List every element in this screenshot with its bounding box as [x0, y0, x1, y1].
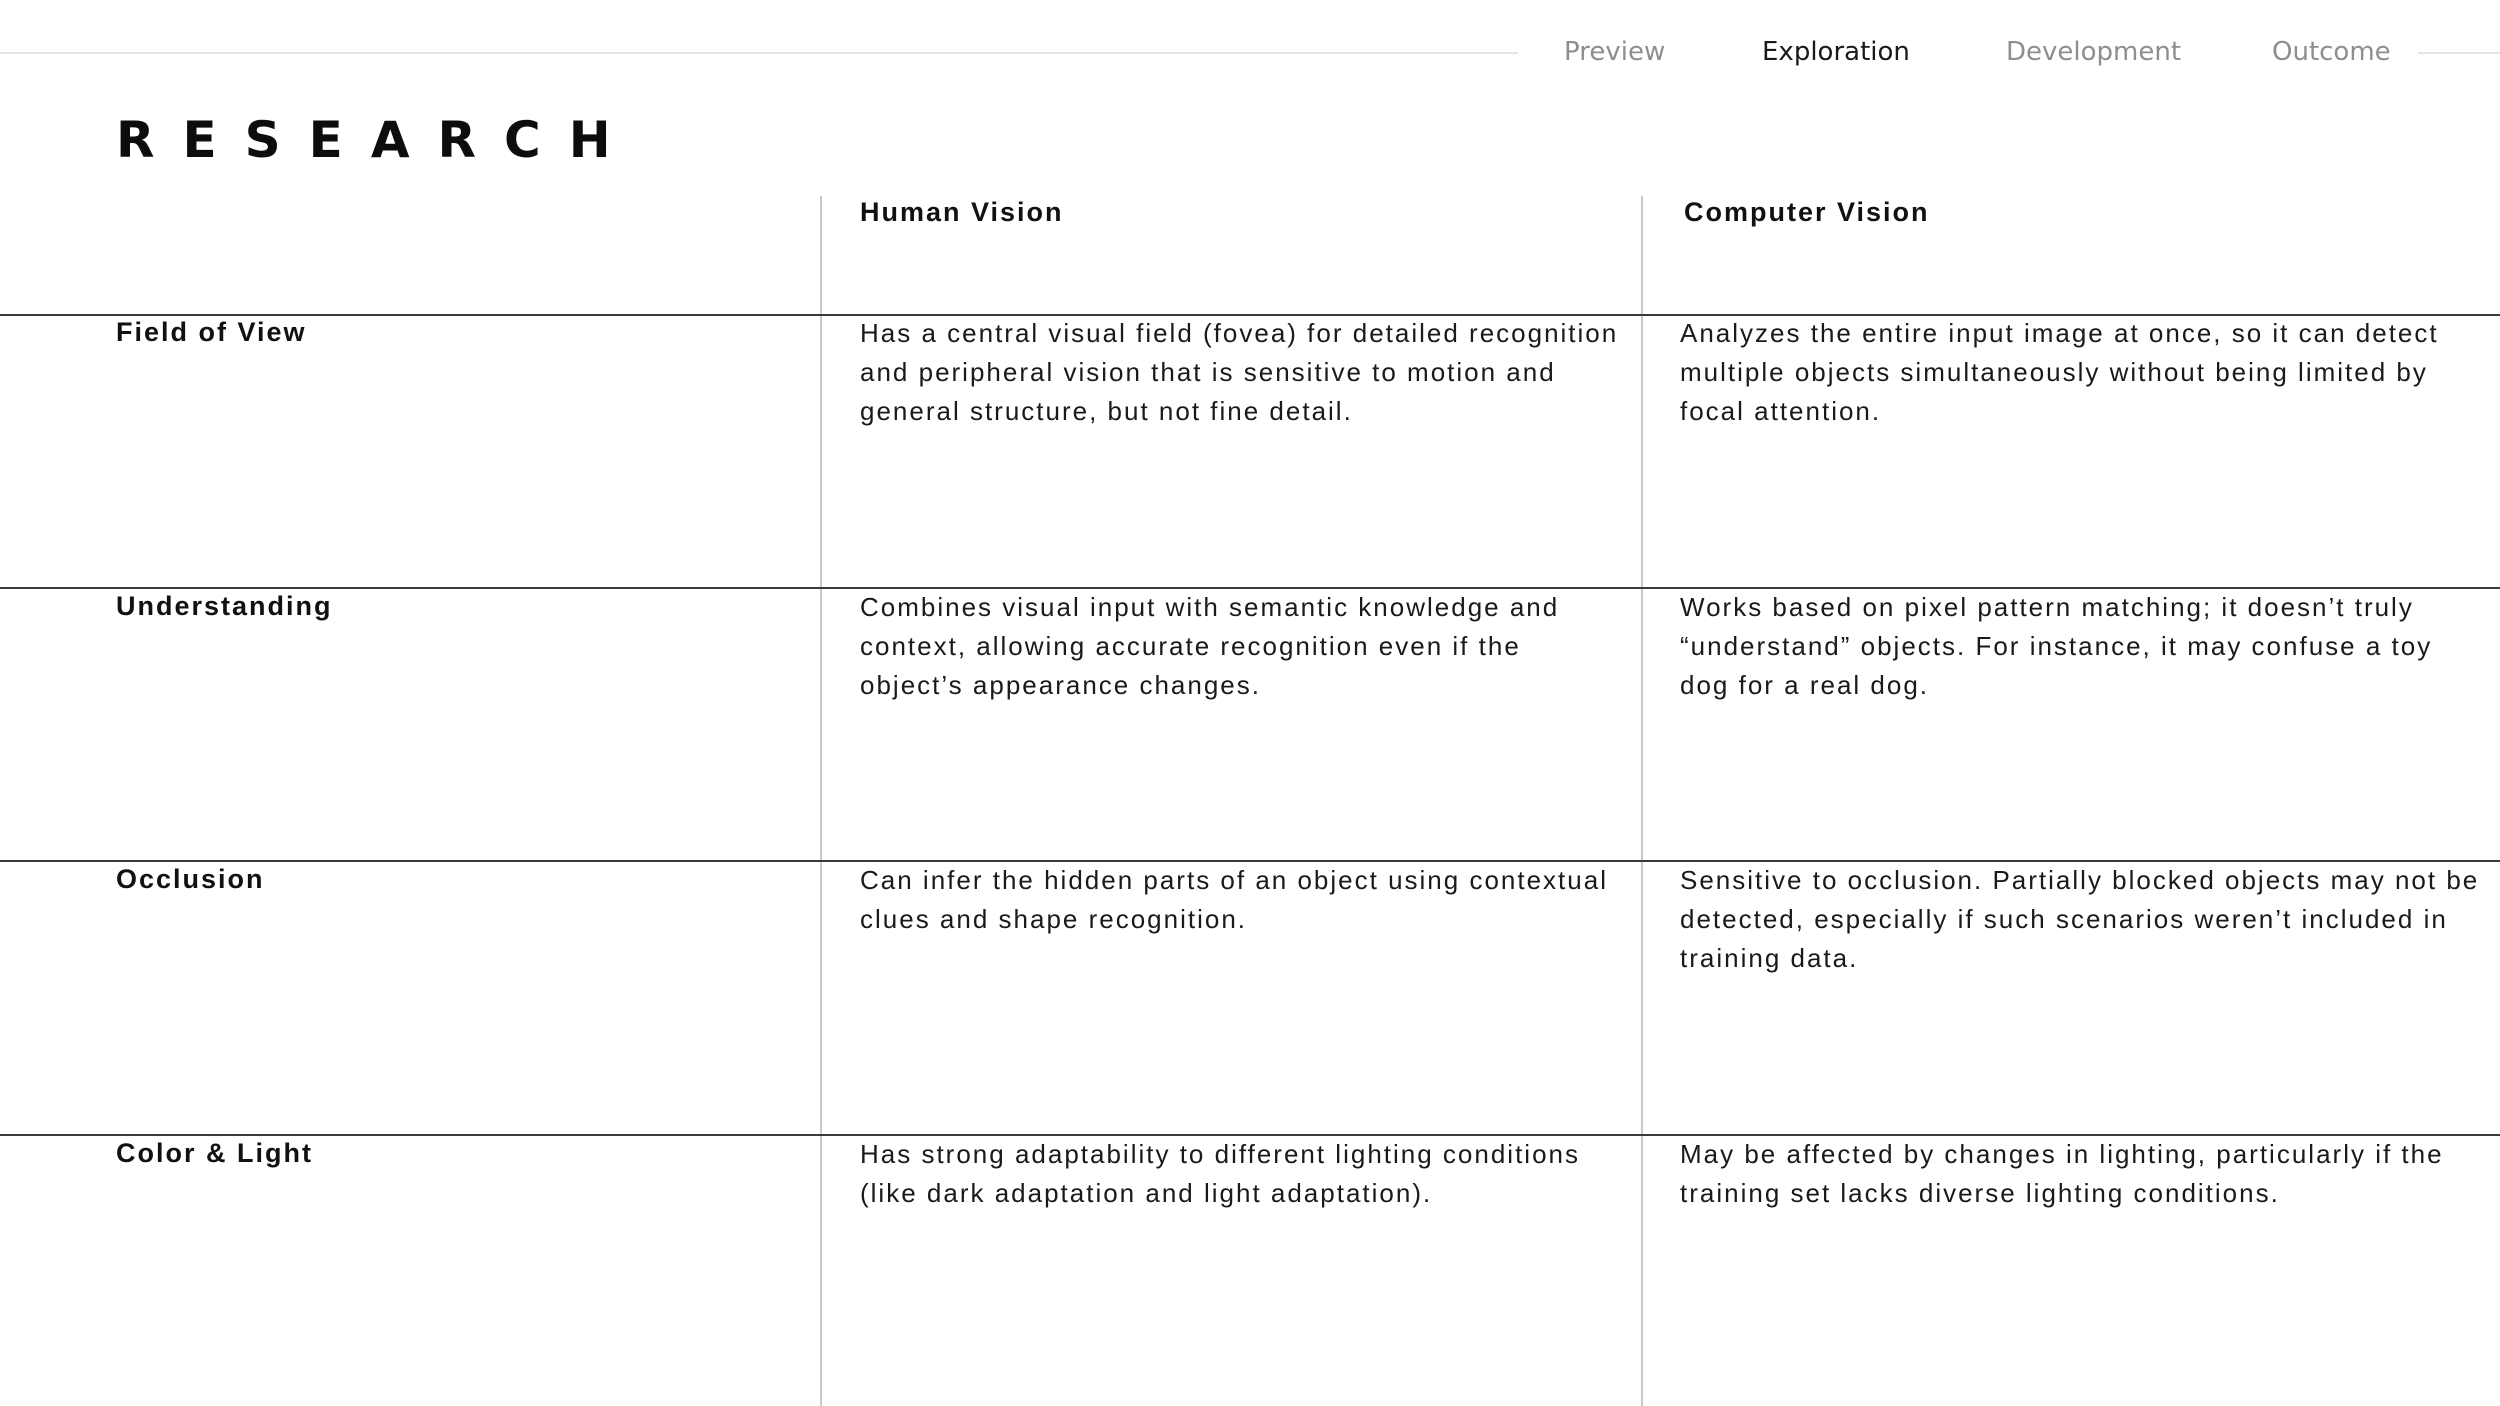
- tab-development[interactable]: Development: [2006, 37, 2182, 67]
- cell-computer-understanding: Works based on pixel pattern matching; it doesn’t truly “understand” objects. For instance, it may confuse a toy dog for a real dog.: [1680, 592, 2433, 700]
- cell-human-understanding: Combines visual input with semantic knowledge and context, allowing accurate recognition even if the object’s appearance changes.: [860, 592, 1560, 700]
- row-label-color-and-light: Color & Light: [116, 1138, 313, 1168]
- column-header-computer-vision: Computer Vision: [1684, 197, 1930, 227]
- tab-preview[interactable]: Preview: [1564, 37, 1666, 67]
- column-header-human-vision: Human Vision: [860, 197, 1064, 227]
- column-divider: [820, 196, 822, 1406]
- row-label-understanding: Understanding: [116, 591, 333, 621]
- cell-computer-field-of-view: Analyzes the entire input image at once, so it can detect multiple objects simultaneously without being limited by focal attention.: [1680, 318, 2439, 426]
- cell-human-field-of-view: Has a central visual field (fovea) for detailed recognition and peripheral vision that is sensitive to motion and general structure, but not fine detail.: [860, 318, 1619, 426]
- cell-computer-occlusion: Sensitive to occlusion. Partially blocked objects may not be detected, especially if such scenarios weren’t included in training data.: [1680, 865, 2480, 973]
- tab-exploration[interactable]: Exploration: [1762, 37, 1910, 67]
- row-label-field-of-view: Field of View: [116, 317, 307, 347]
- cell-human-color-and-light: Has strong adaptability to different lighting conditions (like dark adaptation and light adaptation).: [860, 1139, 1581, 1208]
- page-title: RESEARCH: [116, 111, 639, 169]
- row-label-occlusion: Occlusion: [116, 864, 265, 894]
- cell-human-occlusion: Can infer the hidden parts of an object using contextual clues and shape recognition.: [860, 865, 1608, 934]
- nav-divider-right: [2418, 52, 2500, 54]
- column-divider: [1641, 196, 1643, 1406]
- cell-computer-color-and-light: May be affected by changes in lighting, particularly if the training set lacks diverse lighting conditions.: [1680, 1139, 2444, 1208]
- nav-divider-left: [0, 52, 1518, 54]
- tab-outcome[interactable]: Outcome: [2272, 37, 2391, 67]
